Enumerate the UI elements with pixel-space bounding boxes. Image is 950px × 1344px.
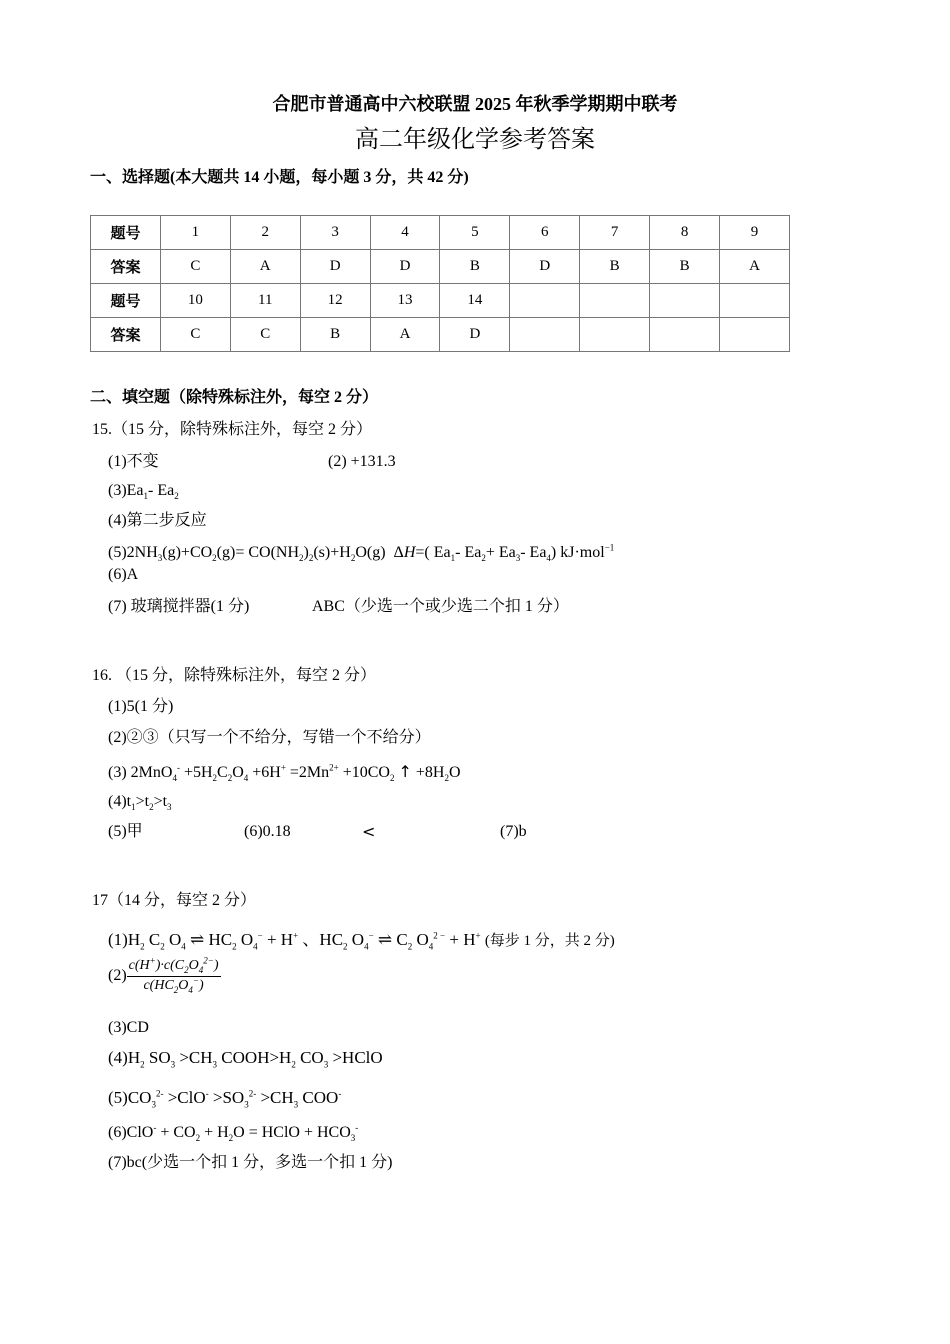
question-number: 8 <box>650 216 720 250</box>
q16-answer-2: (2)②③（只写一个不给分，写错一个不给分） <box>108 729 431 746</box>
q16-answer-3: (3) $2MnO_4^- +5H_2C_2O_4 +6H^+ =2Mn^{2+} +10CO_2$ ↑ $+8H_2O$ <box>108 762 461 784</box>
q16-comparison: < <box>362 822 376 841</box>
q17-answer-6: $(6)ClO^- + CO_2 + H_2O$ = HClO + $HCO_3^-$ <box>108 1122 359 1144</box>
question-number: 13 <box>370 284 440 318</box>
q15-answer-3: $(3)Ea_1-$ $Ea_2$ <box>108 482 179 502</box>
answer-cell: A <box>720 250 790 284</box>
question-number: 12 <box>300 284 370 318</box>
q16-answer-1: (1)5(1 分) <box>108 698 174 715</box>
section1-heading: 一、选择题(本大题共 14 小题，每小题 3 分，共 42 分) <box>90 169 469 186</box>
row-label: 题号 <box>91 284 161 318</box>
answer-cell: B <box>440 250 510 284</box>
row-label: 答案 <box>91 318 161 352</box>
table-row <box>91 284 790 318</box>
answer-cell: C <box>160 318 230 352</box>
answer-cell: D <box>440 318 510 352</box>
question-number: 1 <box>160 216 230 250</box>
question-number: 5 <box>440 216 510 250</box>
question-number <box>650 284 720 318</box>
q15-answer-7a: (7) 玻璃搅拌器(1 分) <box>108 598 250 615</box>
q17-answer-4: $(4)H_2$ $SO_3 >CH_3$ $COOH>H_2$ $CO_3$ >HClO <box>108 1048 383 1070</box>
q15-answer-2: (2) +131.3 <box>328 453 396 470</box>
question-number: 6 <box>510 216 580 250</box>
q15-answer-7b: ABC（少选一个或少选二个扣 1 分） <box>312 598 569 615</box>
answer-cell: C <box>160 250 230 284</box>
question-number: 11 <box>230 284 300 318</box>
equilibrium-fraction: $\frac{c(H^+)\cdot c(C_2O_4^{2-})}{c(HC_2O_4^-)}$ <box>128 955 219 995</box>
question-number <box>510 284 580 318</box>
question-number <box>720 284 790 318</box>
q17-answer-1-note: (每步 1 分，共 2 分) <box>484 933 615 949</box>
answer-cell: A <box>370 318 440 352</box>
question-number: 4 <box>370 216 440 250</box>
answer-key-title: 高二年级化学参考答案 <box>355 127 595 153</box>
answer-cell: B <box>580 250 650 284</box>
section2-heading: 二、填空题（除特殊标注外，每空 2 分） <box>90 389 379 406</box>
q16-answer-7: (7)b <box>500 823 527 840</box>
q16-title: 16. （15 分，除特殊标注外，每空 2 分） <box>92 667 377 684</box>
q17-answer-5: $(5)CO_3^{2-} >ClO^- >SO_3^{2-} >CH_3$ COO- <box>108 1088 342 1110</box>
q15-answer-4: (4)第二步反应 <box>108 512 207 529</box>
row-label: 题号 <box>91 216 161 250</box>
answer-cell: A <box>230 250 300 284</box>
answer-table <box>90 215 790 352</box>
q16-answer-4: $(4)t_1>t_2>t_3$ <box>108 793 172 813</box>
table-row <box>91 216 790 250</box>
q17-answer-7: (7)bc(少选一个扣 1 分，多选一个扣 1 分) <box>108 1154 393 1171</box>
answer-cell: C <box>230 318 300 352</box>
question-number <box>580 284 650 318</box>
answer-cell: B <box>300 318 370 352</box>
q17-answer-3: (3)CD <box>108 1019 149 1036</box>
answer-cell: D <box>370 250 440 284</box>
answer-cell <box>580 318 650 352</box>
question-number: 9 <box>720 216 790 250</box>
answer-cell: D <box>300 250 370 284</box>
table-row <box>91 250 790 284</box>
question-number: 2 <box>230 216 300 250</box>
answer-cell: D <box>510 250 580 284</box>
answer-cell: B <box>650 250 720 284</box>
q16-answer-5: (5)甲 <box>108 823 143 840</box>
q15-answer-1: (1)不变 <box>108 453 159 470</box>
answer-cell <box>650 318 720 352</box>
q16-answer-6: (6)0.18 <box>244 823 291 840</box>
q15-answer-5: $(5)2NH_3(g)+CO_2(g)= CO(NH_2)_2(s)+H_2O(g)$ ΔH=( $Ea_1-$ $Ea_2+ Ea_3-$ $Ea_4$) kJ·mol$^{-1}$ <box>108 542 615 564</box>
row-label: 答案 <box>91 250 161 284</box>
answer-cell <box>720 318 790 352</box>
q15-title: 15.（15 分，除特殊标注外，每空 2 分） <box>92 421 373 438</box>
answer-cell <box>510 318 580 352</box>
q17-answer-2: (2) $\frac{c(H^+)\cdot c(C_2O_4^{2-})}{c(HC_2O_4^-)}$ <box>108 955 219 995</box>
q17-title: 17（14 分，每空 2 分） <box>92 892 257 909</box>
q17-answer-1: $(1)H_2$ $C_2$ $O_4$ ⇌ $HC_2$ $O_4^- + H^+$ 、$HC_2$ $O_4^-$ ⇌ $C_2$ $O_4^{2 -} + H^+$ (每步 1 分，共 2 分) <box>108 930 615 952</box>
question-number: 14 <box>440 284 510 318</box>
exam-title: 合肥市普通高中六校联盟 2025 年秋季学期期中联考 <box>272 94 678 114</box>
question-number: 7 <box>580 216 650 250</box>
table-row <box>91 318 790 352</box>
q15-answer-6: (6)A <box>108 566 139 583</box>
question-number: 3 <box>300 216 370 250</box>
question-number: 10 <box>160 284 230 318</box>
